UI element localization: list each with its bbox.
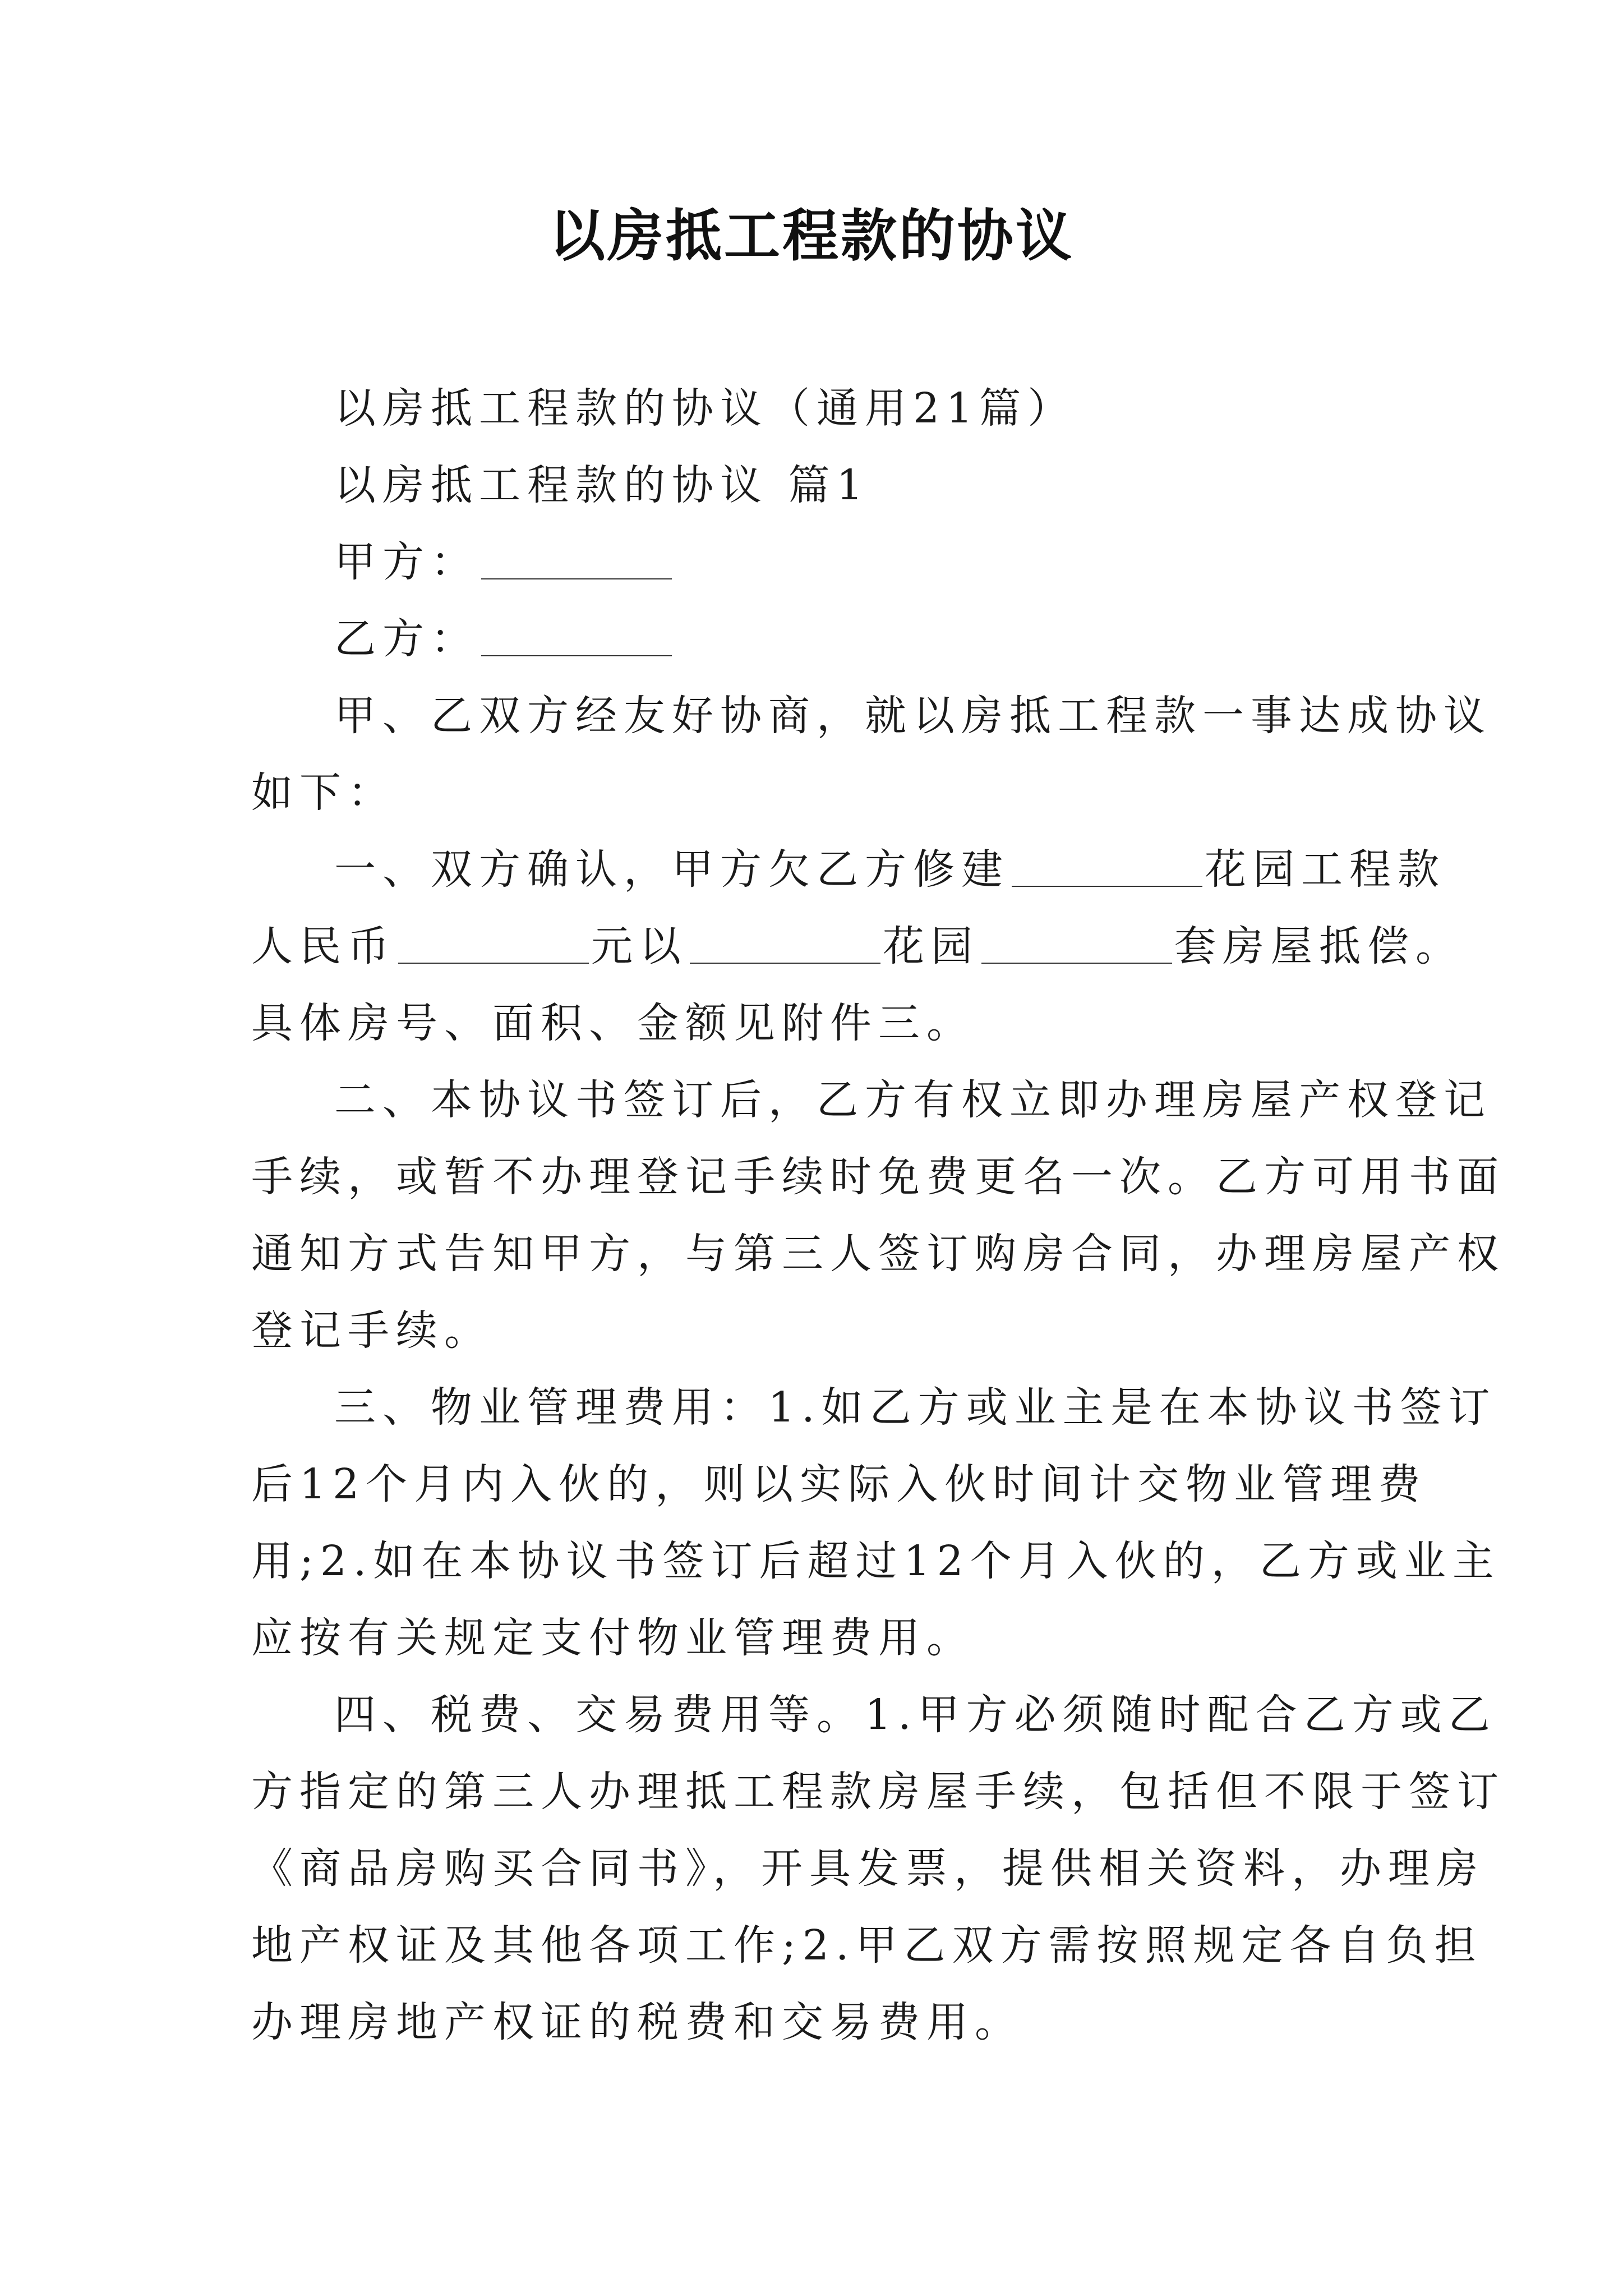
- clause1-line-3: 具体房号、面积、金额见附件三。: [251, 999, 975, 1047]
- clause2-line-4: 登记手续。: [251, 1306, 492, 1355]
- clause1-blank-garden-2: [690, 963, 880, 964]
- clause2-line-1: 二、本协议书签订后，乙方有权立即办理房屋产权登记: [334, 1076, 1492, 1124]
- clause4-line-4: 地产权证及其他各项工作;2.甲乙双方需按照规定各自负担: [251, 1921, 1483, 1970]
- clause3-line-4: 应按有关规定支付物业管理费用。: [251, 1614, 975, 1662]
- clause3-line-3: 用;2.如在本协议书签订后超过12个月入伙的，乙方或业主: [251, 1537, 1501, 1585]
- section-heading: 以房抵工程款的协议 篇1: [334, 461, 870, 509]
- clause1-line-2: [251, 908, 1464, 985]
- intro-line-2: 如下：: [251, 769, 396, 817]
- party-b-label: 乙方：: [334, 615, 479, 663]
- clause1-line-1: [251, 831, 1446, 908]
- clause1-blank-amount: [398, 963, 589, 964]
- clause1-blank-garden: [1012, 886, 1202, 887]
- clause3-line-1: 三、物业管理费用：1.如乙方或业主是在本协议书签订: [334, 1383, 1497, 1432]
- clause1-text-e: 花园: [883, 922, 979, 970]
- clause4-line-3: 《商品房购买合同书》，开具发票，提供相关资料，办理房: [251, 1844, 1484, 1893]
- clause4-line-5: 办理房地产权证的税费和交易费用。: [251, 1998, 1023, 2046]
- intro-line-1: 甲、乙双方经友好协商，就以房抵工程款一事达成协议: [334, 692, 1492, 740]
- party-a-blank: [481, 578, 672, 579]
- clause1-text-b: 花园工程款: [1205, 845, 1446, 894]
- subtitle: 以房抵工程款的协议（通用21篇）: [334, 384, 1076, 432]
- party-a-line: [251, 524, 1390, 601]
- document-title: 以房抵工程款的协议: [549, 203, 1074, 269]
- document-body: [251, 370, 1505, 2061]
- clause4-line-1: 四、税费、交易费用等。1.甲方必须随时配合乙方或乙: [334, 1691, 1497, 1739]
- clause1-text-f: 套房屋抵偿。: [1174, 922, 1464, 970]
- party-b-blank: [481, 655, 672, 656]
- clause1-text-a: 一、双方确认，甲方欠乙方修建: [334, 845, 1009, 894]
- clause2-line-2: 手续，或暂不办理登记手续时免费更名一次。乙方可用书面: [251, 1153, 1505, 1201]
- clause3-line-2: 后12个月内入伙的，则以实际入伙时间计交物业管理费: [251, 1460, 1427, 1508]
- party-b-line: [251, 601, 1390, 678]
- clause2-line-3: 通知方式告知甲方，与第三人签订购房合同，办理房屋产权: [251, 1230, 1505, 1278]
- party-a-label: 甲方：: [334, 538, 479, 586]
- clause1-text-c: 人民币: [251, 922, 396, 970]
- clause1-blank-units: [981, 963, 1172, 964]
- clause4-line-2: 方指定的第三人办理抵工程款房屋手续，包括但不限于签订: [251, 1768, 1505, 1816]
- clause1-text-d: 元以: [591, 922, 688, 970]
